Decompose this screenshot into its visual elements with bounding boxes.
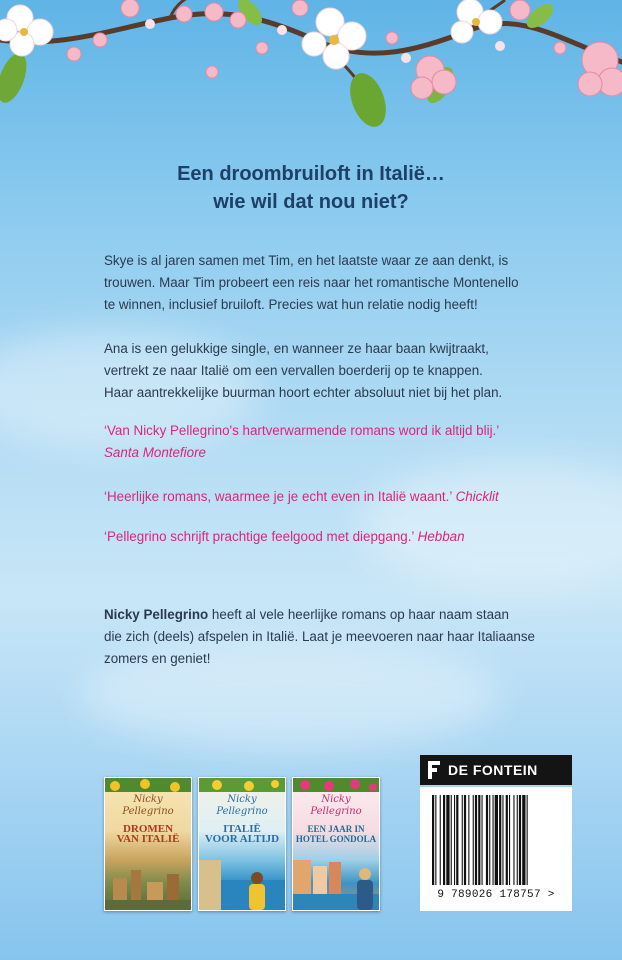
book-cover-dromen-van-italie	[104, 777, 192, 911]
synopsis-paragraph-skye	[104, 250, 574, 316]
blossom-branch-illustration	[0, 0, 622, 140]
quote-source: Santa Montefiore	[104, 445, 206, 460]
lemon-branch-icon	[105, 778, 191, 792]
book-title: DROMEN VAN ITALIË	[116, 823, 180, 845]
barcode-bar	[506, 795, 508, 885]
book-author: Nicky Pellegrino	[310, 794, 362, 817]
book-cover-een-jaar-in-hotel-gondola	[292, 777, 380, 911]
barcode-bars-icon	[420, 787, 572, 887]
text-line: vertrekt ze naar Italië om een vervallen boerderij op te knappen.	[104, 363, 483, 378]
barcode-bar	[443, 795, 445, 885]
barcode-bar	[473, 795, 474, 885]
synopsis-paragraph-ana	[104, 338, 574, 404]
barcode-bar	[517, 795, 518, 885]
headline	[0, 160, 622, 216]
text-line: Skye is al jaren samen met Tim, en het laatste waar ze aan denkt, is	[104, 253, 509, 268]
barcode-bar	[432, 795, 434, 885]
headline-line: Een droombruiloft in Italië…	[177, 163, 445, 185]
author-name: Nicky Pellegrino	[104, 607, 209, 622]
cloud-decoration	[360, 460, 622, 590]
barcode-bar	[451, 795, 452, 885]
barcode-bar	[446, 795, 449, 885]
lemon-branch-icon	[199, 778, 285, 792]
barcode-bar	[456, 795, 458, 885]
quote-text: ‘Van Nicky Pellegrino's hartverwarmende romans word ik altijd blij.’	[104, 423, 500, 438]
isbn-barcode	[420, 787, 572, 911]
book-author: Nicky Pellegrino	[216, 794, 268, 817]
town-illustration	[105, 860, 191, 910]
flower-branch-icon	[293, 778, 379, 792]
barcode-bar	[454, 795, 455, 885]
book-title: ITALIË VOOR ALTIJD	[204, 823, 280, 845]
fontein-logo-icon	[428, 761, 442, 779]
quote-source: Hebban	[417, 529, 465, 544]
book-title: EEN JAAR IN HOTEL GONDOLA	[295, 824, 377, 844]
barcode-bar	[478, 795, 480, 885]
review-quote-2	[104, 486, 574, 508]
barcode-bar	[493, 795, 494, 885]
woman-at-sea-illustration	[199, 860, 285, 910]
barcode-bar	[513, 795, 514, 885]
text-line: die zich (deels) afspelen in Italië. Laat je meevoeren naar haar Italiaanse	[104, 629, 535, 644]
headline-line: wie wil dat nou niet?	[213, 191, 409, 213]
barcode-bar	[435, 795, 436, 885]
quote-source: Chicklit	[455, 489, 499, 504]
author-blurb	[104, 604, 574, 670]
text-line: te winnen, inclusief bruiloft. Precies wat hun relatie nodig heeft!	[104, 297, 478, 312]
quote-text: ‘Heerlijke romans, waarmee je je echt even in Italië waant.’	[104, 489, 452, 504]
barcode-bar	[519, 795, 521, 885]
barcode-bar	[522, 795, 525, 885]
publisher-logo	[420, 755, 572, 785]
barcode-bar	[462, 795, 463, 885]
barcode-bar	[486, 795, 488, 885]
barcode-bar	[468, 795, 469, 885]
review-quote-1	[104, 420, 574, 464]
book-author: Nicky Pellegrino	[122, 794, 174, 817]
isbn-number: 9 789026 178757 >	[437, 889, 555, 901]
quote-text: ‘Pellegrino schrijft prachtige feelgood met diepgang.’	[104, 529, 414, 544]
barcode-bar	[489, 795, 490, 885]
barcode-bar	[475, 795, 477, 885]
barcode-bar	[495, 795, 498, 885]
barcode-bar	[527, 795, 528, 885]
text-line: zomers en geniet!	[104, 651, 211, 666]
barcode-bar	[499, 795, 501, 885]
text-line: Haar aantrekkelijke buurman hoort echter absoluut niet bij het plan.	[104, 385, 503, 400]
barcode-bar	[509, 795, 510, 885]
barcode-bar	[464, 795, 466, 885]
book-cover-italie-voor-altijd	[198, 777, 286, 911]
barcode-bar	[502, 795, 503, 885]
text-line: heeft al vele heerlijke romans op haar naam staan	[208, 607, 509, 622]
barcode-bar	[482, 795, 483, 885]
publisher-name: DE FONTEIN	[448, 762, 538, 778]
venice-canal-illustration	[293, 860, 379, 910]
barcode-bar	[440, 795, 441, 885]
text-line: Ana is een gelukkige single, en wanneer ze haar baan kwijtraakt,	[104, 341, 489, 356]
text-line: trouwen. Maar Tim probeert een reis naar het romantische Montenello	[104, 275, 519, 290]
review-quote-3	[104, 526, 574, 548]
